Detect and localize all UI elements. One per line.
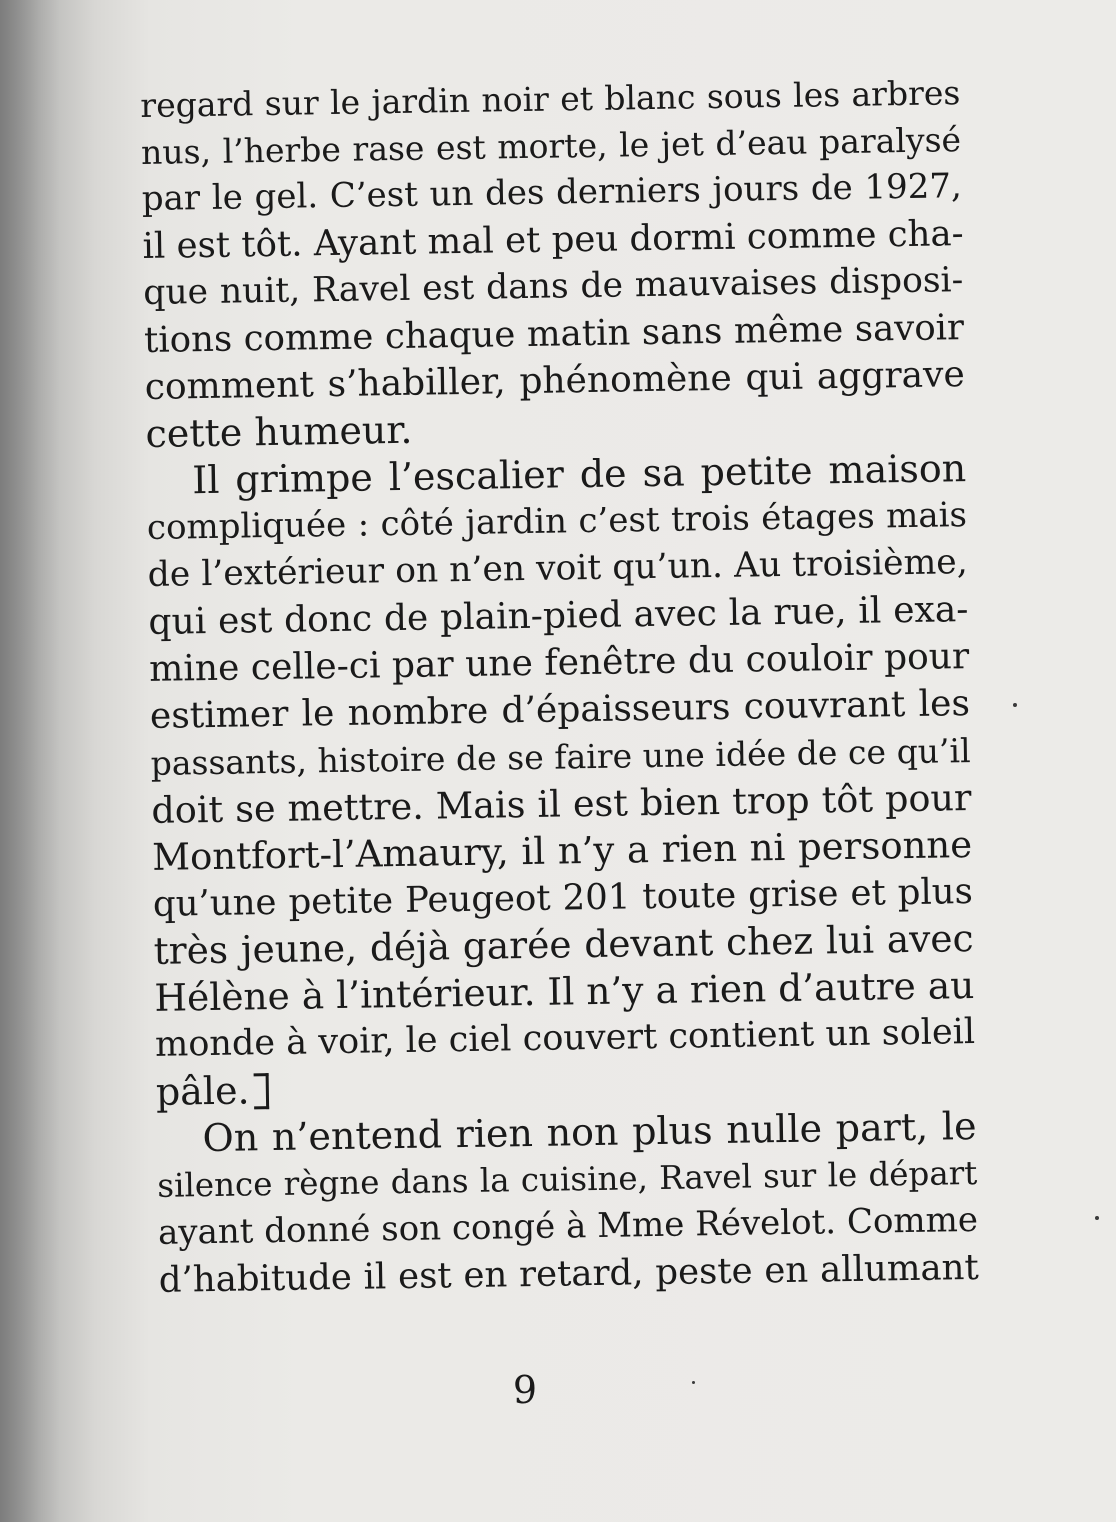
- spine-shadow: [0, 0, 60, 1522]
- handwritten-bracket-mark: [253, 1073, 269, 1109]
- body-text: [140, 69, 979, 1304]
- text-line: regard sur le jardin noir et blanc sous les arbres: [140, 73, 961, 125]
- text-line: comment s’habiller, phénomène qui aggrave: [144, 354, 966, 408]
- text-line: qu’une petite Peugeot 201 toute grise et plus: [152, 871, 974, 925]
- page-number: 9: [512, 1368, 538, 1412]
- text-line: de l’extérieur on n’en voit qu’un. Au troisième,: [147, 542, 968, 595]
- text-line: très jeune, déjà garée devant chez lui avec: [153, 916, 974, 973]
- paper-speck: [1095, 1216, 1099, 1220]
- text-line: ayant donné son congé à Mme Révelot. Comme: [157, 1199, 979, 1253]
- paper-speck: [1013, 703, 1017, 707]
- text-line: Hélène à l’intérieur. Il n’y a rien d’autre au: [154, 963, 975, 1020]
- paper-speck: [692, 1381, 695, 1384]
- text-line: passants, histoire de se faire une idée de ce qu’il: [150, 731, 971, 783]
- text-line: tions comme chaque matin sans même savoir: [143, 307, 965, 361]
- text-line: que nuit, Ravel est dans de mauvaises disposi-: [143, 260, 964, 313]
- text-line: monde à voir, le ciel couvert contient un soleil: [154, 1012, 976, 1065]
- text-line: qui est donc de plain-pied avec la rue, il exa-: [148, 589, 969, 643]
- text-line: d’habitude il est en retard, peste en allumant: [158, 1246, 980, 1301]
- text-line: silence règne dans la cuisine, Ravel sur le départ: [157, 1153, 978, 1205]
- text-line: nus, l’herbe rase est morte, le jet d’eau paralysé: [140, 120, 962, 172]
- text-line: On n’entend rien non plus nulle part, le: [202, 1103, 977, 1161]
- text-line: pâle.: [155, 1068, 250, 1114]
- text-line: compliquée : côté jardin c’est trois étages mais: [146, 495, 968, 548]
- text-line: mine celle-ci par une fenêtre du couloir pour: [148, 636, 970, 690]
- text-line: Il grimpe l’escalier de sa petite maison: [191, 446, 967, 503]
- text-line: cette humeur.: [145, 407, 413, 456]
- text-line: par le gel. C’est un des derniers jours de 1927,: [141, 166, 963, 219]
- text-line: il est tôt. Ayant mal et peu dormi comme cha-: [142, 213, 964, 267]
- text-line: Montfort-l’Amaury, il n’y a rien ni personne: [151, 823, 973, 879]
- text-line: estimer le nombre d’épaisseurs couvrant les: [149, 683, 971, 737]
- text-line: doit se mettre. Mais il est bien trop tôt pour: [151, 776, 972, 832]
